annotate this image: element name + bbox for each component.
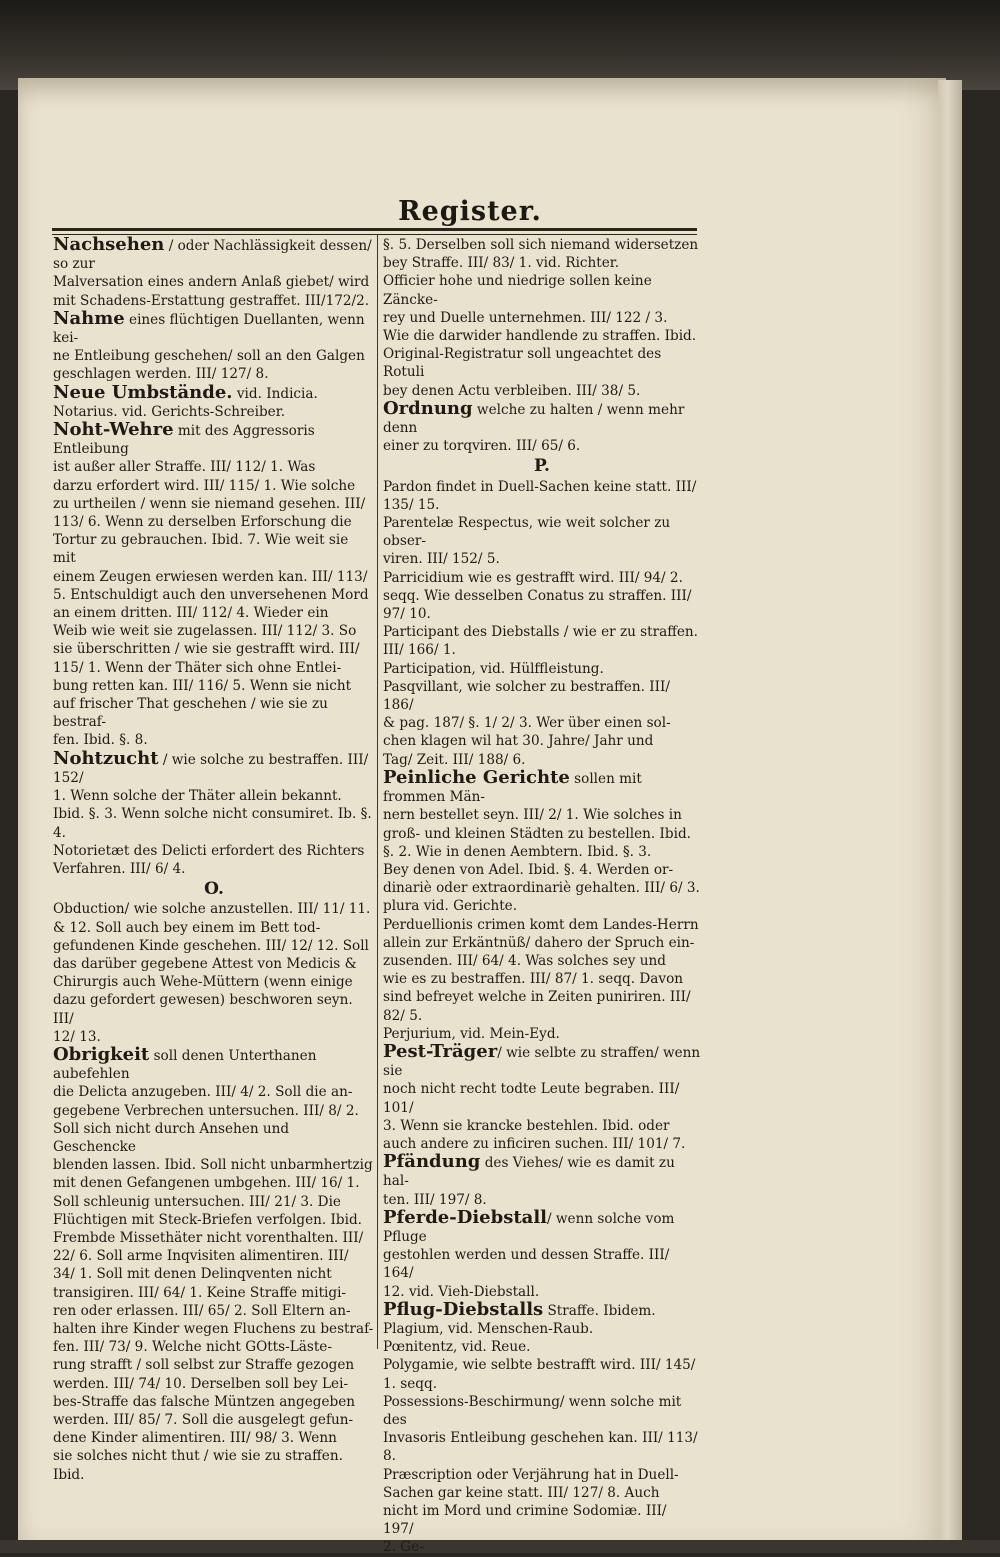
entry-text: Pœnitentz, vid. Reue. [383, 1339, 531, 1356]
entry-text: Perjurium, vid. Mein-Eyd. [383, 1025, 560, 1042]
entry-headword: Pfändung [383, 1151, 481, 1173]
entry-text: Parentelæ Respectus, wie weit solcher zu obser- viren. III/ 152/ 5. [383, 515, 671, 568]
entry-text: vid. Indicia. [232, 385, 318, 402]
entry-text: Parricidium wie es gestrafft wird. III/ 94/ 2. seqq. Wie desselben Conatus zu straffen. III/ 97/ 10. [383, 569, 692, 623]
entry-text: Original-Registratur soll ungeachtet des Rotuli bey denen Actu verbleiben. III/ 38/ 5. [383, 346, 662, 399]
entry-text: soll denen Unterthanen aubefehlen die Delicta anzugeben. III/ 4/ 2. Soll die an- gegebene Verbrechen untersuchen. III/ 8/ 2. Soll sich nicht durch Ansehen und Geschencke blenden lassen. Ibid. Soll nicht unbarmhertzig mit denen Gefangenen umbgehen. III/ 16/ 1. Soll schleunig untersuchen. III/ 21/ 3. Die Flüchtigen mit Steck-Briefen verfolgen. Ibid. Frembde Missethäter nicht vorenthalten. III/ 22/ 6. Soll arme Inqvisiten alimentiren. III/ 34/ 1. Soll mit denen Delinqventen nicht transigiren. III/ 64/ 1. Keine Straffe mitigi- ren oder erlassen. III/ 65/ 2. Soll Eltern an- halten ihre Kinder wegen Fluchens zu bestraf- fen. III/ 73/ 9. Welche nicht GOtts-Läste- rung strafft / soll selbst zur Straffe gezogen werden. III/ 74/ 10. Derselben soll bey Lei- bes-Straffe das falsche Müntzen angegeben werden. III/ 85/ 7. Soll die ausgelegt gefun- dene Kinder alimentiren. III/ 98/ 3. Wenn sie solches nicht thut / wie sie zu straffen. Ibid. [53, 1047, 374, 1483]
register-entry [383, 236, 701, 272]
entry-text: Plagium, vid. Menschen-Raub. [383, 1320, 594, 1337]
register-entry [53, 747, 375, 842]
register-entry [53, 900, 375, 1046]
register-entry [383, 272, 701, 345]
entry-text: sollen mit frommen Män- nern bestellet seyn. III/ 2/ 1. Wie solches in groß- und kleinen Städten zu bestellen. Ibid. §. 2. Wie in denen Aembtern. Ibid. §. 3. Bey denen von Adel. Ibid. §. 4. Werden or- dinariè oder extraordinariè gehalten. III/ 6/ 3. plura vid. Gerichte. [383, 770, 700, 915]
column-divider [377, 234, 378, 1349]
header-rule [52, 228, 697, 231]
entry-text: / wenn solche vom Pfluge gestohlen werden und dessen Straffe. III/ 164/ 12. vid. Vieh-Diebstall. [383, 1210, 675, 1300]
entry-headword: Pferde-Diebstall [383, 1206, 547, 1228]
register-entry [383, 569, 701, 624]
entry-headword: Nohtzucht [53, 747, 159, 769]
entry-headword: Obrigkeit [53, 1043, 150, 1065]
register-entry [383, 1040, 701, 1153]
entry-text: welche zu halten / wenn mehr denn einer zu torqviren. III/ 65/ 6. [383, 401, 685, 455]
register-entry [53, 381, 375, 403]
register-entry [383, 660, 701, 678]
register-entry [383, 1393, 701, 1466]
entry-headword: Pflug-Diebstalls [383, 1298, 544, 1320]
entry-headword: Nahme [53, 307, 125, 329]
register-entry [383, 916, 701, 1025]
section-letter: P. [534, 456, 550, 477]
entry-text: §. 5. Derselben soll sich niemand widersetzen bey Straffe. III/ 83/ 1. vid. Richter. [383, 237, 699, 272]
entry-text: des Viehes/ wie es damit zu hal- ten. III/ 197/ 8. [383, 1155, 675, 1208]
entry-headword: Ordnung [383, 397, 473, 419]
register-entry [383, 1356, 701, 1392]
entry-text: Participant des Diebstalls / wie er zu straffen. III/ 166/ 1. [383, 624, 698, 659]
register-entry [383, 1466, 701, 1557]
register-entry [383, 397, 701, 456]
register-entry [383, 1298, 701, 1320]
entry-text: Perduellionis crimen komt dem Landes-Herrn allein zur Erkäntnüß/ dahero der Spruch ein- zusenden. III/ 64/ 4. Was solches sey und wie es zu bestraffen. III/ 87/ 1. seqq. Davon sind befreyet welche in Zeiten puniriren. III/ 82/ 5. [383, 916, 699, 1024]
page-title: Register. [398, 196, 542, 227]
register-entry [53, 236, 375, 310]
left-column [53, 236, 375, 1484]
entry-text: Notorietæt des Delicti erfordert des Richters Verfahren. III/ 6/ 4. [53, 842, 365, 877]
register-entry [383, 1320, 701, 1338]
section-letter: O. [204, 879, 224, 900]
entry-text: Participation, vid. Hülffleistung. [383, 660, 604, 677]
register-entry [383, 478, 701, 514]
page-edge [938, 80, 962, 1548]
entry-text: mit des Aggressoris Entleibung ist außer aller Straffe. III/ 112/ 1. Was darzu erfordert wird. III/ 115/ 1. Wie solche zu urtheilen / wenn sie niemand gesehen. III/ 113/ 6. Wenn zu derselben Erforschung die Tortur zu gebrauchen. Ibid. 7. Wie weit sie mit einem Zeugen erwiesen werden kan. III/ 113/ 5. Entschuldigt auch den unversehenen Mord an einem dritten. III/ 112/ 4. Wieder ein Weib wie weit sie zugelassen. III/ 112/ 3. So sie überschritten / wie sie gestrafft wird. III/ 115/ 1. Wenn der Thäter sich ohne Entlei- bung retten kan. III/ 116/ 5. Wenn sie nicht auf frischer That geschehen / wie sie zu bestraf- fen. Ibid. §. 8. [53, 423, 369, 749]
register-entry [383, 678, 701, 769]
register-entry [383, 345, 701, 400]
register-entry [383, 623, 701, 659]
right-column [383, 236, 701, 1557]
scan-background-top [0, 0, 1000, 90]
entry-text: Notarius. vid. Gerichts-Schreiber. [53, 403, 286, 420]
entry-text: Obduction/ wie solche anzustellen. III/ 11/ 11. & 12. Soll auch bey einem im Bett tod- gefundenen Kinde geschehen. III/ 12/ 12. Soll das darüber gegebene Attest von Medicis & Chirurgis auch Wehe-Müttern (wenn einige dazu gefordert gewesen) beschworen seyn. III/ 12/ 13. [53, 901, 371, 1045]
register-entry [53, 307, 375, 384]
entry-text: Pasqvillant, wie solcher zu bestraffen. III/ 186/ & pag. 187/ §. 1/ 2/ 3. Wer über einen sol- chen klagen wil hat 30. Jahre/ Jahr und Tag/ Zeit. III/ 188/ 6. [383, 678, 671, 768]
entry-headword: Noht-Wehre [53, 419, 174, 441]
entry-text: eines flüchtigen Duellanten, wenn kei- ne Entleibung geschehen/ soll an den Galgen geschlagen werden. III/ 127/ 8. [53, 311, 365, 383]
entry-text: Polygamie, wie selbte bestrafft wird. III/ 145/ 1. seqq. [383, 1357, 696, 1392]
entry-headword: Nachsehen [53, 234, 165, 255]
register-entry [383, 1206, 701, 1301]
register-entry [383, 766, 701, 916]
entry-text: / oder Nachlässigkeit dessen/ so zur Malversation eines andern Anlaß giebet/ wird mit Schadens-Erstattung gestraffet. III/172/2. [53, 238, 372, 309]
entry-headword: Pest-Träger [383, 1040, 498, 1062]
entry-text: / wie solche zu bestraffen. III/ 152/ 1. Wenn solche der Thäter allein bekannt. Ibid. §. 3. Wenn solche nicht consumiret. Ib. §. 4. [53, 751, 372, 841]
register-entry [53, 1043, 375, 1484]
entry-text: Præscription oder Verjährung hat in Duell- Sachen gar keine statt. III/ 127/ 8. Auch nicht im Mord und crimine Sodomiæ. III/ 197/ 2. Ge- [383, 1466, 679, 1556]
register-entry [383, 514, 701, 569]
entry-text: Officier hohe und niedrige sollen keine Zäncke- rey und Duelle unternehmen. III/ 122 / 3. Wie die darwider handlende zu straffen. Ibid. [383, 273, 697, 345]
entry-headword: Neue Umbstände. [53, 381, 233, 403]
entry-headword: Peinliche Gerichte [383, 766, 570, 788]
entry-text: Pardon findet in Duell-Sachen keine statt. III/ 135/ 15. [383, 478, 697, 513]
entry-text: / wie selbte zu straffen/ wenn sie noch nicht recht todte Leute begraben. III/ 101/ 3. Wenn sie krancke bestehlen. Ibid. oder auch andere zu inficiren suchen. III/ 101/ 7. [383, 1044, 701, 1152]
entry-text: Straffe. Ibidem. [543, 1302, 656, 1319]
register-entry [383, 1338, 701, 1356]
register-entry [383, 1153, 701, 1209]
entry-text: Possessions-Beschirmung/ wenn solche mit des Invasoris Entleibung geschehen kan. III/ 113/ 8. [383, 1393, 698, 1465]
register-entry [53, 842, 375, 878]
register-entry [53, 421, 375, 750]
